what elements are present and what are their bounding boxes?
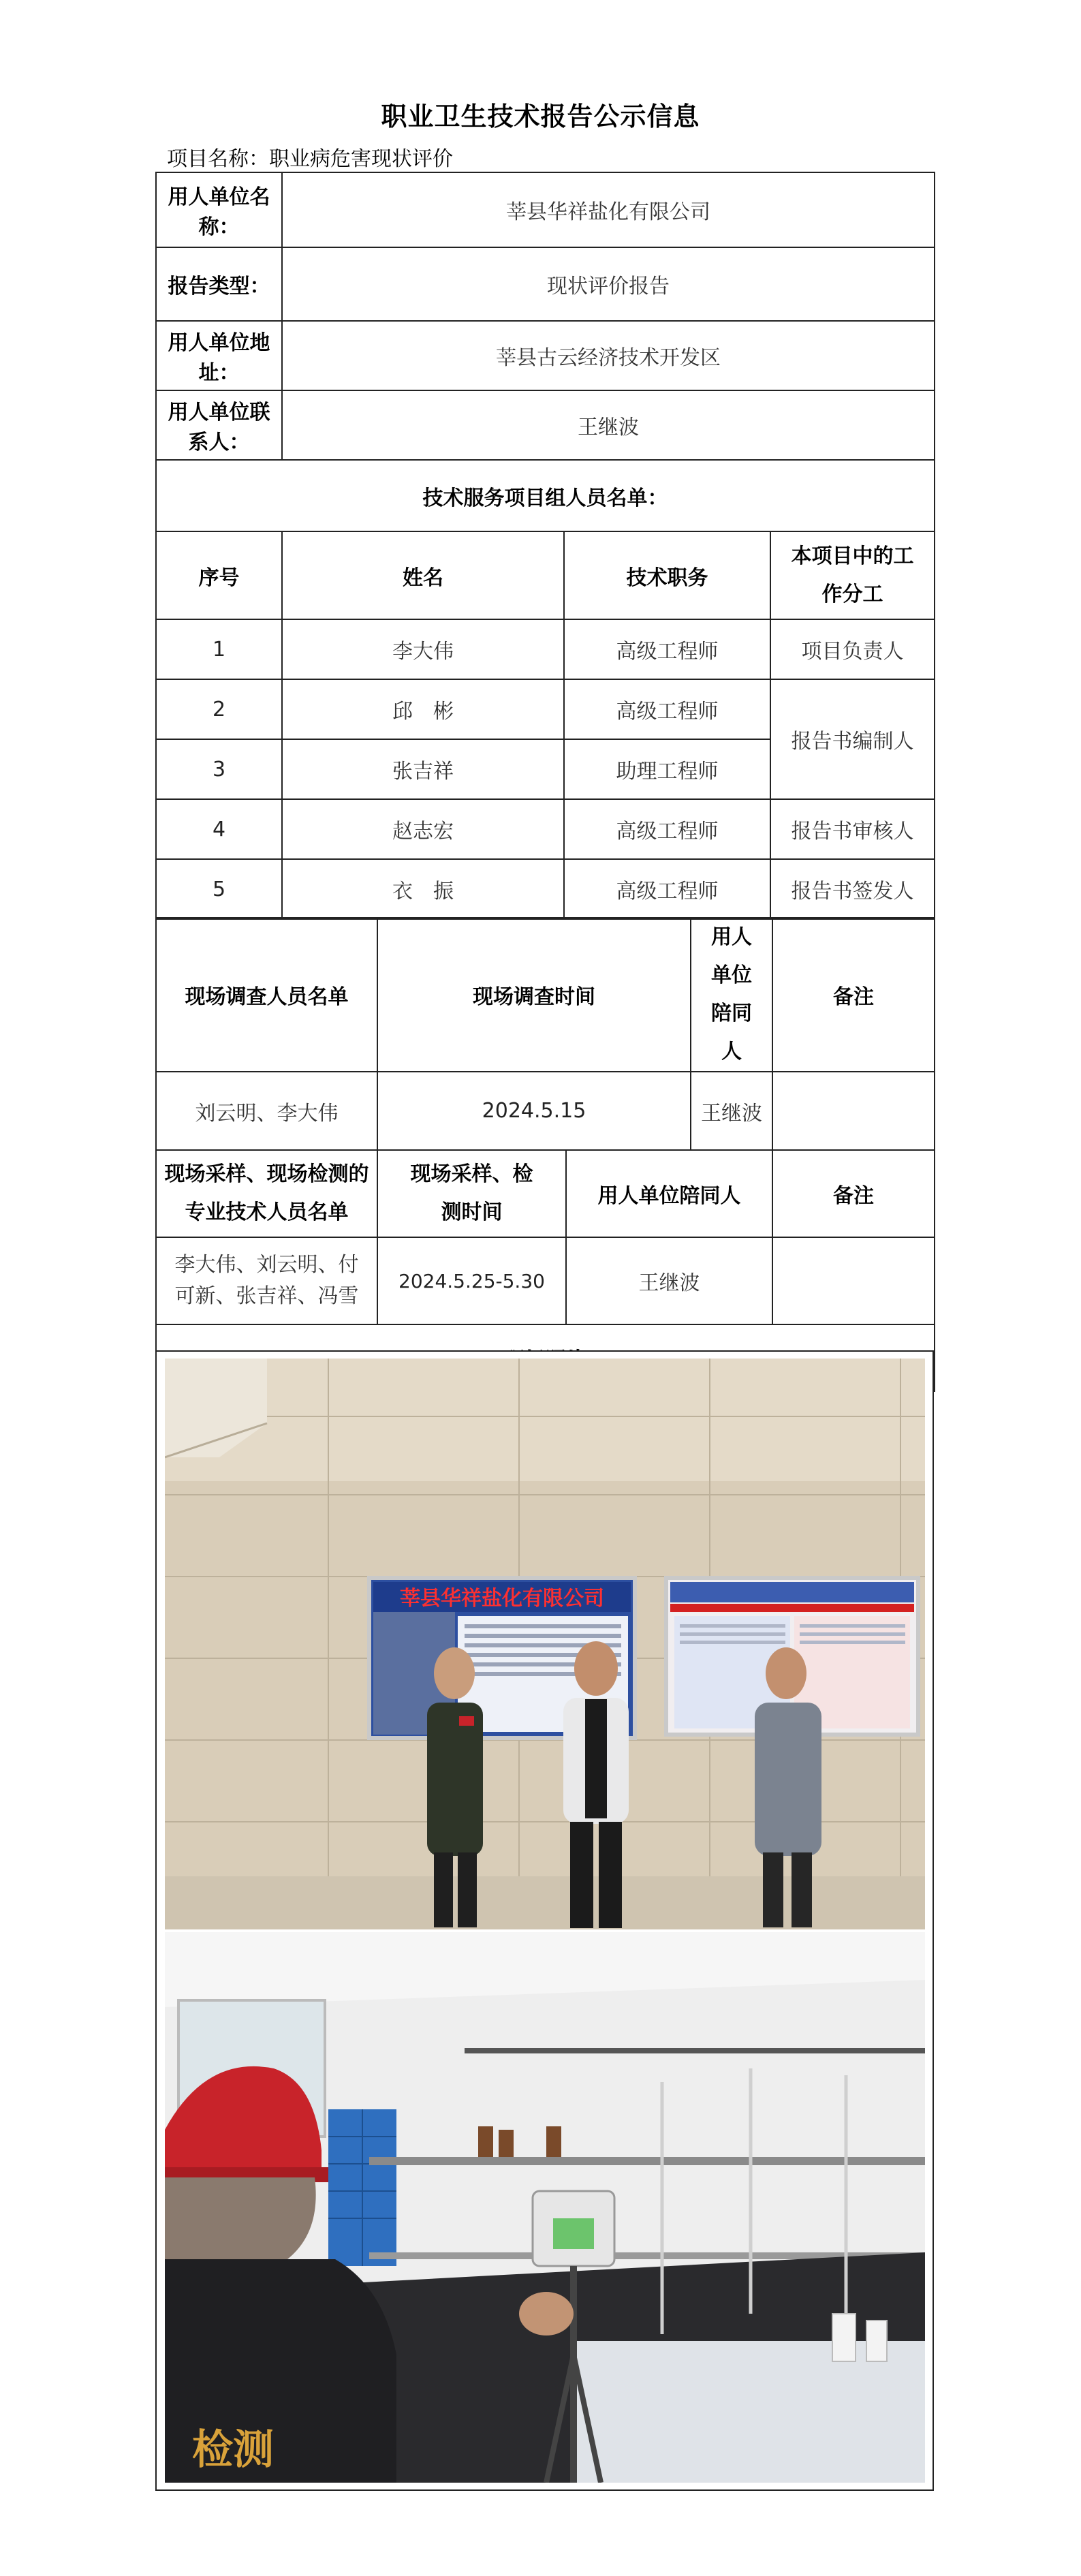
sampling-escort: 王继波	[566, 1237, 772, 1324]
address-value: 莘县古云经济技术开发区	[282, 321, 935, 390]
team-heading: 技术服务项目组人员名单：	[156, 460, 935, 531]
team-row-name: 李大伟	[282, 619, 564, 679]
survey-names: 刘云明、李大伟	[156, 1072, 377, 1150]
team-header-name: 姓名	[282, 531, 564, 619]
team-row	[156, 799, 935, 859]
team-row-name: 张吉祥	[282, 739, 564, 799]
team-row-no: 4	[156, 799, 282, 859]
sampling-header-names: 现场采样、现场检测的专业技术人员名单	[156, 1150, 377, 1237]
site-survey-photo-drawing	[165, 1359, 925, 1929]
team-row-no: 3	[156, 739, 282, 799]
report-type-label: 报告类型：	[156, 247, 282, 321]
survey-time: 2024.5.15	[377, 1072, 691, 1150]
report-info-table	[155, 172, 935, 920]
survey-note	[772, 1072, 935, 1150]
survey-header-escort: 用人单位陪同人	[691, 918, 772, 1072]
team-row-role: 报告书审核人	[770, 799, 935, 859]
team-row-name: 邱 彬	[282, 679, 564, 739]
contact-label: 用人单位联系人：	[156, 390, 282, 460]
survey-header-names: 现场调查人员名单	[156, 918, 377, 1072]
survey-row	[156, 1072, 935, 1150]
site-photos-frame	[155, 1350, 934, 2491]
sampling-row	[156, 1237, 935, 1324]
team-row	[156, 679, 935, 739]
team-row-no: 2	[156, 679, 282, 739]
survey-header-row	[156, 918, 935, 1072]
survey-header-time: 现场调查时间	[377, 918, 691, 1072]
team-header-title: 技术职务	[564, 531, 770, 619]
team-row	[156, 619, 935, 679]
team-row	[156, 859, 935, 919]
team-row-role: 项目负责人	[770, 619, 935, 679]
company-sign-text: 莘县华祥盐化有限公司	[400, 1587, 604, 1611]
address-row	[156, 321, 935, 390]
team-heading-row	[156, 460, 935, 531]
team-row-title: 高级工程师	[564, 799, 770, 859]
team-row-role: 报告书签发人	[770, 859, 935, 919]
site-survey-photo	[165, 1359, 925, 1929]
team-header-row	[156, 531, 935, 619]
page-title: 职业卫生技术报告公示信息	[381, 102, 700, 131]
team-row-title: 助理工程师	[564, 739, 770, 799]
team-row-title: 高级工程师	[564, 859, 770, 919]
employer-label: 用人单位名称：	[156, 172, 282, 247]
team-row-role: 报告书编制人	[770, 679, 935, 799]
employer-value: 莘县华祥盐化有限公司	[282, 172, 935, 247]
employer-row	[156, 172, 935, 247]
contact-row	[156, 390, 935, 460]
sampling-header-note: 备注	[772, 1150, 935, 1237]
contact-value: 王继波	[282, 390, 935, 460]
sampling-names: 李大伟、刘云明、付可新、张吉祥、冯雪	[156, 1237, 377, 1324]
report-type-row	[156, 247, 935, 321]
survey-header-note: 备注	[772, 918, 935, 1072]
team-row-name: 衣 振	[282, 859, 564, 919]
sampling-note	[772, 1237, 935, 1324]
sampling-header-row	[156, 1150, 935, 1237]
team-row-title: 高级工程师	[564, 679, 770, 739]
team-row-no: 1	[156, 619, 282, 679]
team-row-title: 高级工程师	[564, 619, 770, 679]
lab-sampling-photo-drawing	[165, 1932, 925, 2483]
address-label: 用人单位地址：	[156, 321, 282, 390]
team-header-no: 序号	[156, 531, 282, 619]
vest-text: 检测	[192, 2426, 274, 2474]
sampling-time: 2024.5.25-5.30	[377, 1237, 566, 1324]
survey-table	[155, 917, 935, 1392]
lab-sampling-photo	[165, 1932, 925, 2483]
report-type-value: 现状评价报告	[282, 247, 935, 321]
project-name: 项目名称：职业病危害现状评价	[167, 147, 453, 171]
team-row-no: 5	[156, 859, 282, 919]
team-header-role: 本项目中的工作分工	[770, 531, 935, 619]
team-row-name: 赵志宏	[282, 799, 564, 859]
sampling-header-escort: 用人单位陪同人	[566, 1150, 772, 1237]
sampling-header-time: 现场采样、检测时间	[377, 1150, 566, 1237]
survey-escort: 王继波	[691, 1072, 772, 1150]
